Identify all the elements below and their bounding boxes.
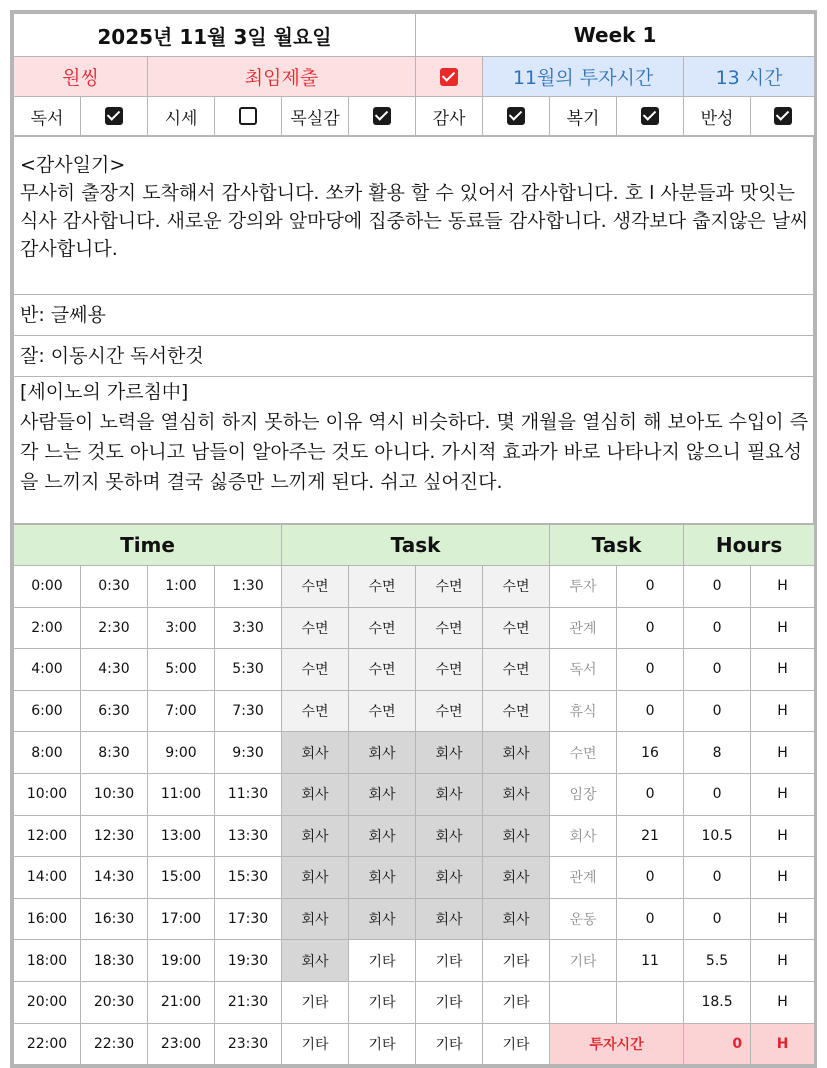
- slot-count: 0: [617, 649, 684, 691]
- time-slot: 15:30: [215, 857, 282, 899]
- hours-value: 0: [684, 898, 751, 940]
- hours-unit: H: [751, 981, 815, 1023]
- task-slot[interactable]: 수면: [483, 649, 550, 691]
- time-slot: 13:30: [215, 815, 282, 857]
- task-slot[interactable]: 수면: [483, 690, 550, 732]
- task-slot[interactable]: 수면: [349, 690, 416, 732]
- time-slot: 21:30: [215, 981, 282, 1023]
- time-slot: 23:00: [148, 1023, 215, 1065]
- task-slot[interactable]: 수면: [416, 649, 483, 691]
- invest-value-cell: 13 시간: [684, 57, 815, 97]
- time-slot: 16:00: [14, 898, 81, 940]
- category-label: 독서: [550, 649, 617, 691]
- slot-count: 0: [617, 566, 684, 608]
- time-slot: 18:30: [81, 940, 148, 982]
- schedule-row: [14, 1023, 815, 1065]
- task-slot[interactable]: 회사: [349, 732, 416, 774]
- date-title: 2025년 11월 3일 월요일: [14, 14, 416, 57]
- time-slot: 4:00: [14, 649, 81, 691]
- task-slot[interactable]: 수면: [282, 649, 349, 691]
- category-label: 투자: [550, 566, 617, 608]
- time-slot: 12:30: [81, 815, 148, 857]
- task-slot[interactable]: 회사: [349, 773, 416, 815]
- time-slot: 20:30: [81, 981, 148, 1023]
- task-slot[interactable]: 회사: [483, 773, 550, 815]
- task-slot[interactable]: 회사: [282, 815, 349, 857]
- time-slot: 9:00: [148, 732, 215, 774]
- task-slot[interactable]: 회사: [483, 732, 550, 774]
- time-slot: 5:00: [148, 649, 215, 691]
- schedule-row: [14, 690, 815, 732]
- time-slot: 10:30: [81, 773, 148, 815]
- slot-count: 0: [617, 690, 684, 732]
- category-label: 운동: [550, 898, 617, 940]
- task-slot[interactable]: 회사: [483, 857, 550, 899]
- task-slot[interactable]: 수면: [416, 690, 483, 732]
- task-slot[interactable]: 기타: [483, 981, 550, 1023]
- time-slot: 8:00: [14, 732, 81, 774]
- hours-value: 10.5: [684, 815, 751, 857]
- habit-checkbox[interactable]: [239, 107, 257, 125]
- time-slot: 7:30: [215, 690, 282, 732]
- task-slot[interactable]: 기타: [483, 940, 550, 982]
- task-slot[interactable]: 회사: [416, 732, 483, 774]
- category-label: 수면: [550, 732, 617, 774]
- task-summary-header: Task: [550, 525, 684, 566]
- task-slot[interactable]: 회사: [416, 898, 483, 940]
- reading-notes[interactable]: [14, 377, 814, 524]
- time-slot: 11:00: [148, 773, 215, 815]
- slot-count: 0: [617, 607, 684, 649]
- gratitude-journal-body: 무사히 출장지 도착해서 감사합니다. 쏘카 활용 할 수 있어서 감사합니다. 호 l 사분들과 맛잇는 식사 감사합니다. 새로운 강의와 앞마당에 집중하는 동료들 감사합니다. 생각보다 춥지않은 날씨 감사합니다.: [20, 182, 809, 260]
- task-slot[interactable]: 회사: [349, 857, 416, 899]
- task-slot[interactable]: 수면: [483, 566, 550, 608]
- slot-count: [617, 981, 684, 1023]
- habit-label: 독서: [14, 97, 81, 136]
- header-table: [13, 13, 815, 136]
- jal-reflection[interactable]: 잘: 이동시간 독서한것: [14, 336, 814, 377]
- submission-cell[interactable]: 최임제출: [148, 57, 416, 97]
- time-slot: 17:30: [215, 898, 282, 940]
- task-slot[interactable]: 회사: [349, 898, 416, 940]
- one-thing-cell[interactable]: 원씽: [14, 57, 148, 97]
- time-header: Time: [14, 525, 282, 566]
- task-slot[interactable]: 회사: [483, 898, 550, 940]
- time-slot: 0:30: [81, 566, 148, 608]
- habit-checkbox[interactable]: [641, 107, 659, 125]
- task-slot[interactable]: 기타: [349, 940, 416, 982]
- task-slot[interactable]: 수면: [416, 607, 483, 649]
- habit-checkbox[interactable]: [774, 107, 792, 125]
- time-slot: 4:30: [81, 649, 148, 691]
- time-slot: 7:00: [148, 690, 215, 732]
- week-label: Week 1: [416, 14, 815, 57]
- task-slot[interactable]: 수면: [282, 566, 349, 608]
- ban-reflection[interactable]: 반: 글쎄용: [14, 295, 814, 336]
- time-slot: 16:30: [81, 898, 148, 940]
- hours-value: 18.5: [684, 981, 751, 1023]
- task-slot[interactable]: 회사: [483, 815, 550, 857]
- time-slot: 5:30: [215, 649, 282, 691]
- hours-value: 0: [684, 690, 751, 732]
- category-label: 임장: [550, 773, 617, 815]
- schedule-row: [14, 773, 815, 815]
- hours-unit: H: [751, 940, 815, 982]
- time-slot: 3:00: [148, 607, 215, 649]
- time-slot: 19:30: [215, 940, 282, 982]
- time-slot: 22:30: [81, 1023, 148, 1065]
- task-slot[interactable]: 회사: [416, 857, 483, 899]
- task-slot[interactable]: 회사: [349, 815, 416, 857]
- time-slot: 14:30: [81, 857, 148, 899]
- schedule-row: [14, 732, 815, 774]
- time-slot: 10:00: [14, 773, 81, 815]
- slot-count: 21: [617, 815, 684, 857]
- habit-checkbox-cell[interactable]: [483, 97, 550, 136]
- invest-time-value: 0: [684, 1023, 751, 1065]
- task-slot[interactable]: 수면: [282, 607, 349, 649]
- task-slot[interactable]: 기타: [483, 1023, 550, 1065]
- reading-notes-body: 사람들이 노력을 열심히 하지 못하는 이유 역시 비슷하다. 몇 개월을 열심히 해 보아도 수입이 즉각 느는 것도 아니고 남들이 알아주는 것도 아니다. 가시적 효과가 바로 나타나지 않으니 필요성을 느끼지 못하며 결국 싫증만 느끼게 된다. 쉬고 싶어진다.: [20, 411, 809, 493]
- slot-count: 0: [617, 857, 684, 899]
- hours-unit: H: [751, 732, 815, 774]
- habit-checkbox-cell[interactable]: [617, 97, 684, 136]
- task-slot[interactable]: 기타: [349, 1023, 416, 1065]
- habit-label: 감사: [416, 97, 483, 136]
- hours-value: 0: [684, 566, 751, 608]
- task-slot[interactable]: 수면: [282, 690, 349, 732]
- slot-count: 0: [617, 773, 684, 815]
- hours-unit: H: [751, 898, 815, 940]
- task-slot[interactable]: 기타: [416, 1023, 483, 1065]
- hours-value: 0: [684, 773, 751, 815]
- task-slot[interactable]: 회사: [282, 857, 349, 899]
- time-slot: 19:00: [148, 940, 215, 982]
- slot-count: 11: [617, 940, 684, 982]
- task-slot[interactable]: 기타: [349, 981, 416, 1023]
- task-slot[interactable]: 회사: [416, 815, 483, 857]
- habit-checkbox[interactable]: [373, 107, 391, 125]
- habit-checkbox[interactable]: [105, 107, 123, 125]
- habit-label: 시세: [148, 97, 215, 136]
- task-slot[interactable]: 수면: [349, 649, 416, 691]
- hours-unit: H: [751, 690, 815, 732]
- hours-value: 0: [684, 649, 751, 691]
- habit-checkbox-cell[interactable]: [215, 97, 282, 136]
- task-slot[interactable]: 수면: [349, 607, 416, 649]
- habit-checkbox[interactable]: [507, 107, 525, 125]
- hours-value: 5.5: [684, 940, 751, 982]
- habit-row: [14, 97, 815, 136]
- submission-checkbox[interactable]: [440, 68, 458, 86]
- habit-checkbox-cell[interactable]: [349, 97, 416, 136]
- habit-checkbox-cell[interactable]: [751, 97, 815, 136]
- time-slot: 23:30: [215, 1023, 282, 1065]
- category-label: 관계: [550, 857, 617, 899]
- habit-label: 반성: [684, 97, 751, 136]
- time-slot: 15:00: [148, 857, 215, 899]
- schedule-row: [14, 815, 815, 857]
- hours-unit: H: [751, 815, 815, 857]
- task-header: Task: [282, 525, 550, 566]
- time-slot: 14:00: [14, 857, 81, 899]
- schedule-row: [14, 981, 815, 1023]
- task-slot[interactable]: 기타: [282, 1023, 349, 1065]
- time-slot: 1:30: [215, 566, 282, 608]
- task-slot[interactable]: 기타: [416, 981, 483, 1023]
- habit-checkbox-cell[interactable]: [81, 97, 148, 136]
- slot-count: 0: [617, 898, 684, 940]
- category-label: 회사: [550, 815, 617, 857]
- hours-unit: H: [751, 857, 815, 899]
- hours-value: 0: [684, 607, 751, 649]
- task-slot[interactable]: 기타: [282, 981, 349, 1023]
- task-slot[interactable]: 기타: [416, 940, 483, 982]
- hours-value: 0: [684, 857, 751, 899]
- hours-unit: H: [751, 773, 815, 815]
- task-slot[interactable]: 회사: [416, 773, 483, 815]
- daily-planner-sheet: [10, 10, 817, 1068]
- journal-table: [13, 136, 814, 524]
- schedule-row: [14, 898, 815, 940]
- time-slot: 0:00: [14, 566, 81, 608]
- schedule-row: [14, 940, 815, 982]
- gratitude-journal[interactable]: [14, 137, 814, 295]
- invest-time-label: 투자시간: [550, 1023, 684, 1065]
- time-slot: 9:30: [215, 732, 282, 774]
- schedule-row: [14, 857, 815, 899]
- time-slot: 1:00: [148, 566, 215, 608]
- hours-unit: H: [751, 566, 815, 608]
- time-slot: 11:30: [215, 773, 282, 815]
- task-slot[interactable]: 수면: [483, 607, 550, 649]
- category-label: 휴식: [550, 690, 617, 732]
- hours-value: 8: [684, 732, 751, 774]
- time-slot: 8:30: [81, 732, 148, 774]
- schedule-row: [14, 649, 815, 691]
- habit-label: 복기: [550, 97, 617, 136]
- submission-checkbox-cell[interactable]: [416, 57, 483, 97]
- time-slot: 17:00: [148, 898, 215, 940]
- time-slot: 6:00: [14, 690, 81, 732]
- hours-unit: H: [751, 649, 815, 691]
- time-slot: 20:00: [14, 981, 81, 1023]
- task-slot[interactable]: 회사: [282, 773, 349, 815]
- slot-count: 16: [617, 732, 684, 774]
- habit-label: 목실감: [282, 97, 349, 136]
- hours-header: Hours: [684, 525, 815, 566]
- time-slot: 18:00: [14, 940, 81, 982]
- time-slot: 3:30: [215, 607, 282, 649]
- time-slot: 2:00: [14, 607, 81, 649]
- task-slot[interactable]: 회사: [282, 732, 349, 774]
- schedule-row: [14, 566, 815, 608]
- time-slot: 21:00: [148, 981, 215, 1023]
- time-slot: 22:00: [14, 1023, 81, 1065]
- category-label: 기타: [550, 940, 617, 982]
- category-label: 관계: [550, 607, 617, 649]
- schedule-table: [13, 524, 815, 1065]
- time-slot: 6:30: [81, 690, 148, 732]
- time-slot: 2:30: [81, 607, 148, 649]
- time-slot: 12:00: [14, 815, 81, 857]
- task-slot[interactable]: 회사: [282, 898, 349, 940]
- time-slot: 13:00: [148, 815, 215, 857]
- invest-time-unit: H: [751, 1023, 815, 1065]
- gratitude-journal-title: <감사일기>: [20, 154, 126, 176]
- schedule-row: [14, 607, 815, 649]
- invest-label-cell: 11월의 투자시간: [483, 57, 684, 97]
- task-slot[interactable]: 수면: [349, 566, 416, 608]
- category-label: [550, 981, 617, 1023]
- reading-notes-title: [세이노의 가르침中]: [20, 381, 189, 403]
- task-slot[interactable]: 수면: [416, 566, 483, 608]
- task-slot[interactable]: 회사: [282, 940, 349, 982]
- hours-unit: H: [751, 607, 815, 649]
